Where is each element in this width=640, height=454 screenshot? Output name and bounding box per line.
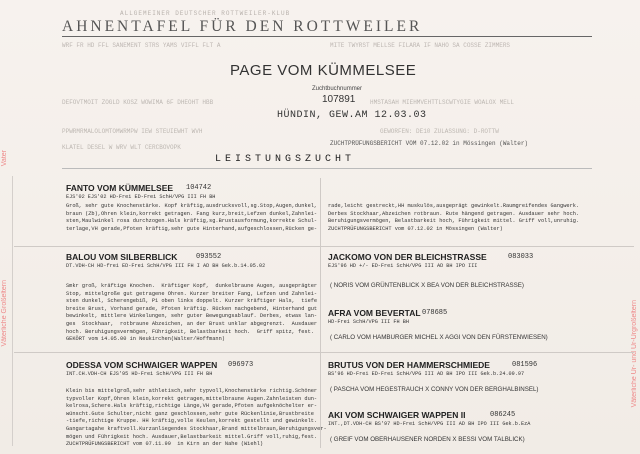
row-divider-1 <box>14 246 634 247</box>
afra-parents: ( CARLO VOM HAMBURGER MICHEL X AGGI VON DEN FÜRSTENWIESEN) <box>330 334 548 341</box>
section-divider <box>62 168 592 169</box>
brutus-parents: ( PASCHA VOM HEGESTRAUCH X CONNY VON DER BERGHALBINSEL) <box>330 386 539 393</box>
jackomo-name: JACKOMO VON DER BLEICHSTRASSE <box>328 252 487 262</box>
afra-info: HD-Frei SchH/VPG III FH BH <box>328 319 409 325</box>
faint-text-6: KLATEL DESEL W WRV WLT CERCBOVOPK <box>62 144 181 151</box>
aki-name: AKI VOM SCHWAIGER WAPPEN II <box>328 410 466 420</box>
grandfather-info: DT.VDH-CH HD-frei ED-Frei SchH/VPG III FH I AD BH Gek.b.14.05.02 <box>66 263 266 269</box>
father-description: Groß, sehr gute Knochenstärke. Kopf kräftig,ausdrucksvoll,sg.Stop,Augen,dunkel, braun (Zb),Ohren klein,korrekt getragen. Fang kurz,breit,Lefzen dunkel,Zahnlei- sten,Maulwinkel rosa durchzogen.Hals kräftig,sg.Brustausformung,korrekte Schul- terlage,VH gerade,Pfoten kräftig,sehr gute Hinterhand,aufgeschlossen,Rücken ge- <box>66 203 318 232</box>
afra-name: AFRA VOM BEVERTAL <box>328 308 421 318</box>
faint-text-2: MITE TWYRST MELLSE FILARA IF NAHO SA COSSE ZIMMERS <box>330 42 511 49</box>
odessa-name: ODESSA VOM SCHWAIGER WAPPEN <box>66 360 218 370</box>
odessa-info: INT.CH.VDH-CH EJS'95 HD-Frei SchH/VPG III FH BH <box>66 371 213 377</box>
father-info: EJS'02 EJS'02 HD-Frei ED-Frei SchH/VPG III FH BH <box>66 194 216 200</box>
grandfather-name: BALOU VOM SILBERBLICK <box>66 252 178 262</box>
faint-text-3: DEFOVTMOIT ZOGLD KOSZ WOWIMA 6F DHEOHT HBB <box>62 99 214 106</box>
faint-right-line: GEWORFEN: DE10 ZULASSUNG: D-ROTTW <box>380 128 499 135</box>
zuchtbuch-label: Zuchtbuchnummer <box>312 86 363 92</box>
jackomo-number: 083033 <box>508 253 534 261</box>
jackomo-parents: ( NORIS VOM GRÜNTENBLICK X BEA VON DER BLEICHSTRASSE) <box>330 282 524 289</box>
father-name: FANTO VOM KÜMMELSEE <box>66 183 174 193</box>
faint-text-4: HMSTASAH MIEHMVEHTTLSCWTYGIE WOALOX MELL <box>370 99 515 106</box>
mother-description: rade,leicht gestreckt,HH muskulös,ausgeprägt gewinkelt.Raumgreifendes Gangwerk. Derbes Stockhaar,Abzeichen rotbraun. Rute hängend getragen. Ausdauer sehr hoch. Beruhigungsvermögen, Belastbarkeit hoch, Führigkeit mittel. Griff voll,unruhig. ZUCHTPRÜFUNGSBERICHT vom 07.12.02 in Mössingen (Walter) <box>328 203 580 232</box>
side-label-grosseltern: Väterliche Großeltern <box>1 280 8 347</box>
dog-name-title: PAGE VOM KÜMMELSEE <box>230 62 417 79</box>
kennel-note: ZUCHTPRÜFUNGSBERICHT VOM 07.12.02 in Mössingen (Walter) <box>330 140 529 147</box>
odessa-description: Klein bis mittelgroß,sehr athletisch,sehr typvoll,Knochenstärke richtig.Schöner typvoller Kopf,Ohren klein,korrekt getragen,mittelbraune Augen.Zahnleisten dun- kelrosa,Schere.Hals kräftig,richtige Länge,VH gerade,Pfoten aufgeknöchelter er- wünscht.Gute Schulter,nicht ganz geschlossen,sehr gute Rückenlinie,Brustbreite -tiefe,richtige Kruppe. HH kräftig,volle Keulen,korrekt gestellt und gewinkelt. Gangartagahe kraftvoll.Kurzanliegendes Stockhaar,Brand mittelbraun,Beruhigungsver- mögen und Führigkeit hoch. Ausdauer,Belastbarkeit mittel.Griff voll,ruhig,fest. ZUCHTPRÜFUNGSBERICHT vom 07.11.99 in Kirn an der Nahe (Wiehl) <box>66 388 327 448</box>
brutus-number: 081596 <box>512 361 538 369</box>
club-line: ALLGEMEINER DEUTSCHER ROTTWEILER-KLUB <box>120 10 291 17</box>
aki-parents: ( GREIF VOM OBERHAUSENER NORDEN X BESSI VOM TALBLICK) <box>330 436 525 443</box>
aki-info: INT.,DT.VDH-CH BS'97 HD-Frei SchH/VPG III AD BH IPO III Gek.b.EzA <box>328 421 531 427</box>
grandfather-description: Smkr groß, kräftige Knochen. Kräftiger Kopf, dunkelbraune Augen, ausgeprägter Stop, mittelgroße gut getragene Ohren. Kurzer breiter Fang, Lefzen und Zahnlei- sten dunkel, Scherengebiß, P1 oben links doppelt. Kurzer kräftiger Hals, tiefe breite Brust, Vorhand gerade, Pfoten kräftig. Rücken nachgebend, Hinterhand gut bewinkelt, mittlere Winkelungen, sehr guter Bewegungsablauf. Derbes, etwas lan- ges Stockhaar, rotbraune Abzeichen, an der Brust unklar abgegrenzt. Ausdauer hoch. Beruhigungsvermögen, Führigkeit, Belastbarkeit hoch. Griff spitz, fest. GEKÖRT vom 14.05.00 in Neukirchen(Walter/Hoffmann) <box>66 283 318 343</box>
faint-text-5: PPWRMRMALOLOMTOMWRMPW IEW STEUIEWHT WVH <box>62 128 203 135</box>
brutus-info: BS'96 HD-Frei ED-Frei SchH/VPG III AD BH IPO III Gek.b.24.09.97 <box>328 371 525 377</box>
aki-number: 086245 <box>490 411 516 419</box>
grandfather-number: 093552 <box>196 253 222 261</box>
jackomo-info: EJS'96 HD +/- ED-Frei SchH/VPG III AD BH IPO III <box>328 263 478 269</box>
section-title: LEISTUNGSZUCHT <box>215 154 356 165</box>
row-divider-2 <box>14 352 634 353</box>
zuchtbuch-number: 107891 <box>322 94 356 105</box>
faint-text-1: WRF FR HD FFL SANEMENT STRS YAMS VIFFL FLT A <box>62 42 221 49</box>
afra-number: 078685 <box>422 309 448 317</box>
left-border <box>12 176 13 446</box>
father-number: 104742 <box>186 184 212 192</box>
sex-birthdate: HÜNDIN, GEW.AM 12.03.03 <box>277 110 427 121</box>
document-header: AHNENTAFEL FÜR DEN ROTTWEILER <box>62 18 592 37</box>
brutus-name: BRUTUS VON DER HAMMERSCHMIEDE <box>328 360 490 370</box>
odessa-number: 096973 <box>228 361 254 369</box>
side-label-urgrosseltern: Väterliche Ur- und Ur-Urgroßeltern <box>631 300 638 408</box>
side-label-vater: Vater <box>1 150 8 167</box>
